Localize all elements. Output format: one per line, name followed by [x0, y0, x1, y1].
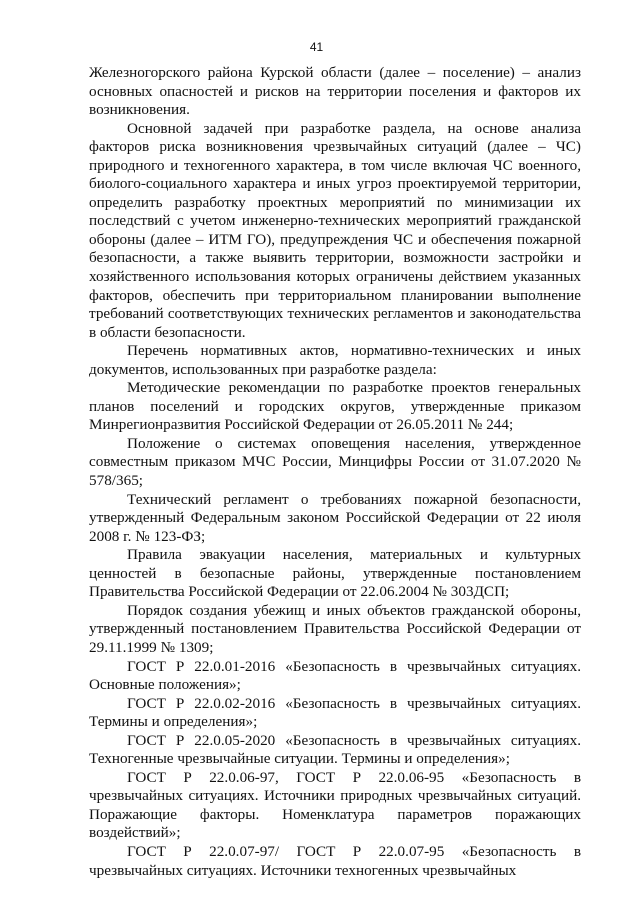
paragraph: Правила эвакуации населения, материальных и культурных ценностей в безопасные районы, утвержденные постановлением Правительства Российской Федерации от 22.06.2004 № 303ДСП; [89, 546, 581, 601]
paragraph: ГОСТ Р 22.0.02-2016 «Безопасность в чрезвычайных ситуациях. Термины и определения»; [89, 694, 581, 731]
paragraph: Основной задачей при разработке раздела, на основе анализа факторов риска возникновения чрезвычайных ситуаций (далее – ЧС) природного и техногенного характера, в том числе включая ЧС военного, биолого-социального характера и иных угроз проектируемой территории, определить разработку проектных мероприятий по минимизации их последствий с учетом инженерно-технических мероприятий гражданской обороны (далее – ИТМ ГО), предупреждения ЧС и обеспечения пожарной безопасности, а также выявить территории, возможности застройки и хозяйственного использования которых ограничены действием указанных факторов, обеспечить при территориальном планировании выполнение требований соответствующих технических регламентов и законодательства в области безопасности. [89, 119, 581, 341]
paragraph: ГОСТ Р 22.0.01-2016 «Безопасность в чрезвычайных ситуациях. Основные положения»; [89, 657, 581, 694]
paragraph: ГОСТ Р 22.0.06-97, ГОСТ Р 22.0.06-95 «Безопасность в чрезвычайных ситуациях. Источники природных чрезвычайных ситуаций. Поражающие факторы. Номенклатура параметров поражающих воздействий»; [89, 768, 581, 842]
paragraph: Железногорского района Курской области (далее – поселение) – анализ основных опасностей и рисков на территории поселения и факторов их возникновения. [89, 64, 581, 119]
paragraph: Технический регламент о требованиях пожарной безопасности, утвержденный Федеральным законом Российской Федерации от 22 июля 2008 г. № 123-ФЗ; [89, 490, 581, 545]
paragraph: Положение о системах оповещения населения, утвержденное совместным приказом МЧС России, Минцифры России от 31.07.2020 № 578/365; [89, 434, 581, 490]
paragraph: ГОСТ Р 22.0.05-2020 «Безопасность в чрезвычайных ситуациях. Техногенные чрезвычайные ситуации. Термины и определения»; [89, 731, 581, 768]
paragraph: Перечень нормативных актов, нормативно-технических и иных документов, использованных при разработке раздела: [89, 342, 581, 378]
paragraph: ГОСТ Р 22.0.07-97/ ГОСТ Р 22.0.07-95 «Безопасность в чрезвычайных ситуациях. Источники техногенных чрезвычайных [89, 842, 581, 879]
paragraph: Методические рекомендации по разработке проектов генеральных планов поселений и городских округов, утвержденные приказом Минрегионразвития Российской Федерации от 26.05.2011 № 244; [89, 379, 581, 434]
document-body [89, 64, 581, 880]
page-number: 41 [309, 40, 324, 54]
paragraph: Порядок создания убежищ и иных объектов гражданской обороны, утвержденный постановлением Правительства Российской Федерации от 29.11.1999 № 1309; [89, 601, 581, 656]
